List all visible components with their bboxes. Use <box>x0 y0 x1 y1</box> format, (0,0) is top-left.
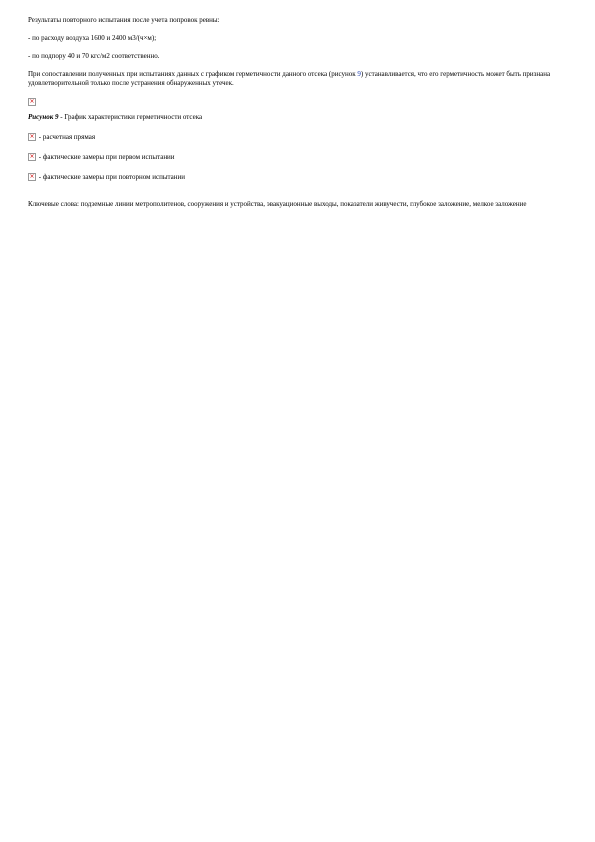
document-page <box>28 16 568 209</box>
air-flow-item: - по расходу воздуха 1600 и 2400 м3/(ч×м); <box>28 34 157 42</box>
results-intro: Результаты повторного испытания после учета попровок ревны: <box>28 16 220 24</box>
comparison-text-before: При сопоставлении полученных при испытаниях данных с графиком герметичности данного отсека (рисунок <box>28 70 358 78</box>
figure-link[interactable]: 9 <box>357 70 361 78</box>
keywords-paragraph: Ключевые слова: подземные линии метрополитенов, сооружения и устройства, эвакуационные выходы, показатели живучести, глубокое заложение, мелкое заложение <box>28 200 527 208</box>
broken-image-icon: × <box>29 133 35 141</box>
pressure-item: - по подпору 40 и 70 кгс/м2 соответственно. <box>28 52 160 60</box>
comparison-text-after: ) устанавливается, что его герметичность может быть признана удовлетворительной только после устранения обнаруженных утечек. <box>28 70 551 87</box>
legend-item-repeat-test <box>28 172 568 182</box>
figure-label: Рисунок 9 <box>28 113 59 121</box>
figure-title: - График характеристики герметичности отсека <box>58 113 203 121</box>
figure-image-placeholder <box>28 97 568 107</box>
broken-image-icon: × <box>29 98 35 106</box>
legend-label: - фактические замеры при повторном испытании <box>37 173 186 181</box>
legend-item-first-test <box>28 152 568 162</box>
comparison-paragraph <box>28 70 568 88</box>
legend-item-calculated <box>28 132 568 142</box>
legend-label: - фактические замеры при первом испытании <box>37 153 175 161</box>
legend-label: - расчетная прямая <box>37 133 96 141</box>
figure-caption <box>28 113 568 122</box>
broken-image-icon: × <box>29 173 35 181</box>
broken-image-icon: × <box>29 153 35 161</box>
